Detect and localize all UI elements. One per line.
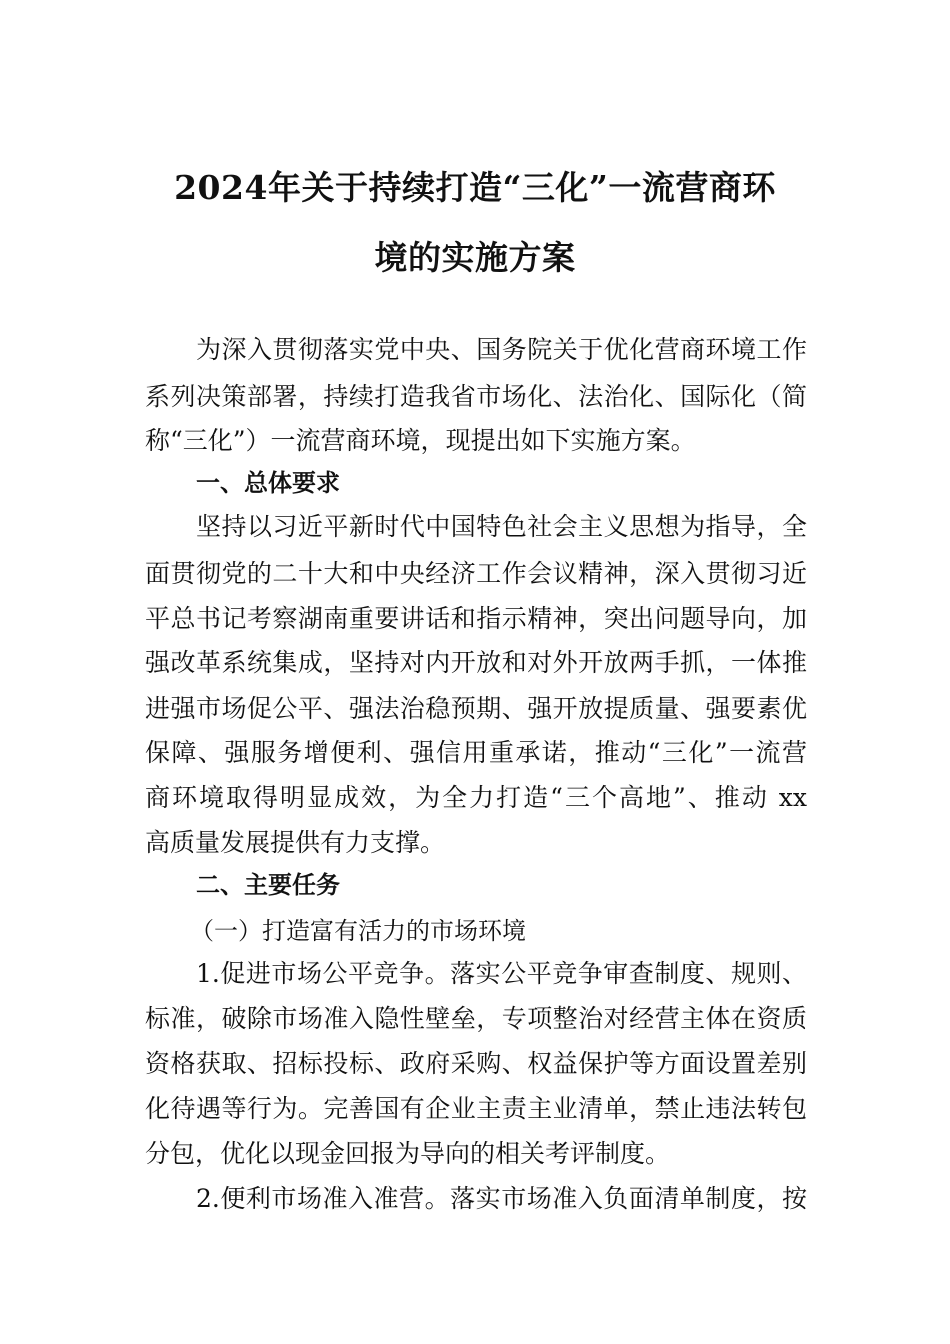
- intro-line-1: 为深入贯彻落实党中央、国务院关于优化营商环境工作: [196, 335, 807, 364]
- intro-line-2: 系列决策部署，持续打造我省市场化、法治化、国际化（简: [145, 382, 807, 411]
- section-heading-2: 二、主要任务: [196, 871, 340, 899]
- section1-line-5: 进强市场促公平、强法治稳预期、强开放提质量、强要素优: [145, 694, 807, 723]
- section1-line-8: 高质量发展提供有力支撑。: [145, 828, 446, 857]
- item2-line-1: 2.便利市场准入准营。落实市场准入负面清单制度，按: [196, 1184, 807, 1213]
- item1-line-5: 分包，优化以现金回报为导向的相关考评制度。: [145, 1139, 671, 1168]
- section1-line-2: 面贯彻党的二十大和中央经济工作会议精神，深入贯彻习近: [145, 559, 807, 588]
- item1-line-2: 标准，破除市场准入隐性壁垒，专项整治对经营主体在资质: [145, 1004, 807, 1033]
- item1-line-3: 资格获取、招标投标、政府采购、权益保护等方面设置差别: [145, 1049, 807, 1078]
- section1-line-3: 平总书记考察湖南重要讲话和指示精神，突出问题导向，加: [145, 604, 807, 633]
- document-title-line-2: 境的实施方案: [374, 238, 576, 277]
- subsection-heading-1: （一）打造富有活力的市场环境: [190, 917, 526, 945]
- item1-line-4: 化待遇等行为。完善国有企业主责主业清单，禁止违法转包: [145, 1094, 807, 1123]
- section1-line-7: 商环境取得明显成效，为全力打造“三个高地”、推动 xx: [145, 783, 807, 812]
- section1-line-6: 保障、强服务增便利、强信用重承诺，推动“三化”一流营: [145, 738, 807, 767]
- section1-line-1: 坚持以习近平新时代中国特色社会主义思想为指导，全: [196, 512, 807, 541]
- section1-line-4: 强改革系统集成，坚持对内开放和对外开放两手抓，一体推: [145, 648, 807, 677]
- section-heading-1: 一、总体要求: [196, 469, 340, 497]
- item1-line-1: 1.促进市场公平竞争。落实公平竞争审查制度、规则、: [196, 959, 807, 988]
- document-title-line-1: 2024年关于持续打造“三化”一流营商环: [174, 168, 776, 207]
- intro-line-3: 称“三化”）一流营商环境，现提出如下实施方案。: [145, 426, 696, 455]
